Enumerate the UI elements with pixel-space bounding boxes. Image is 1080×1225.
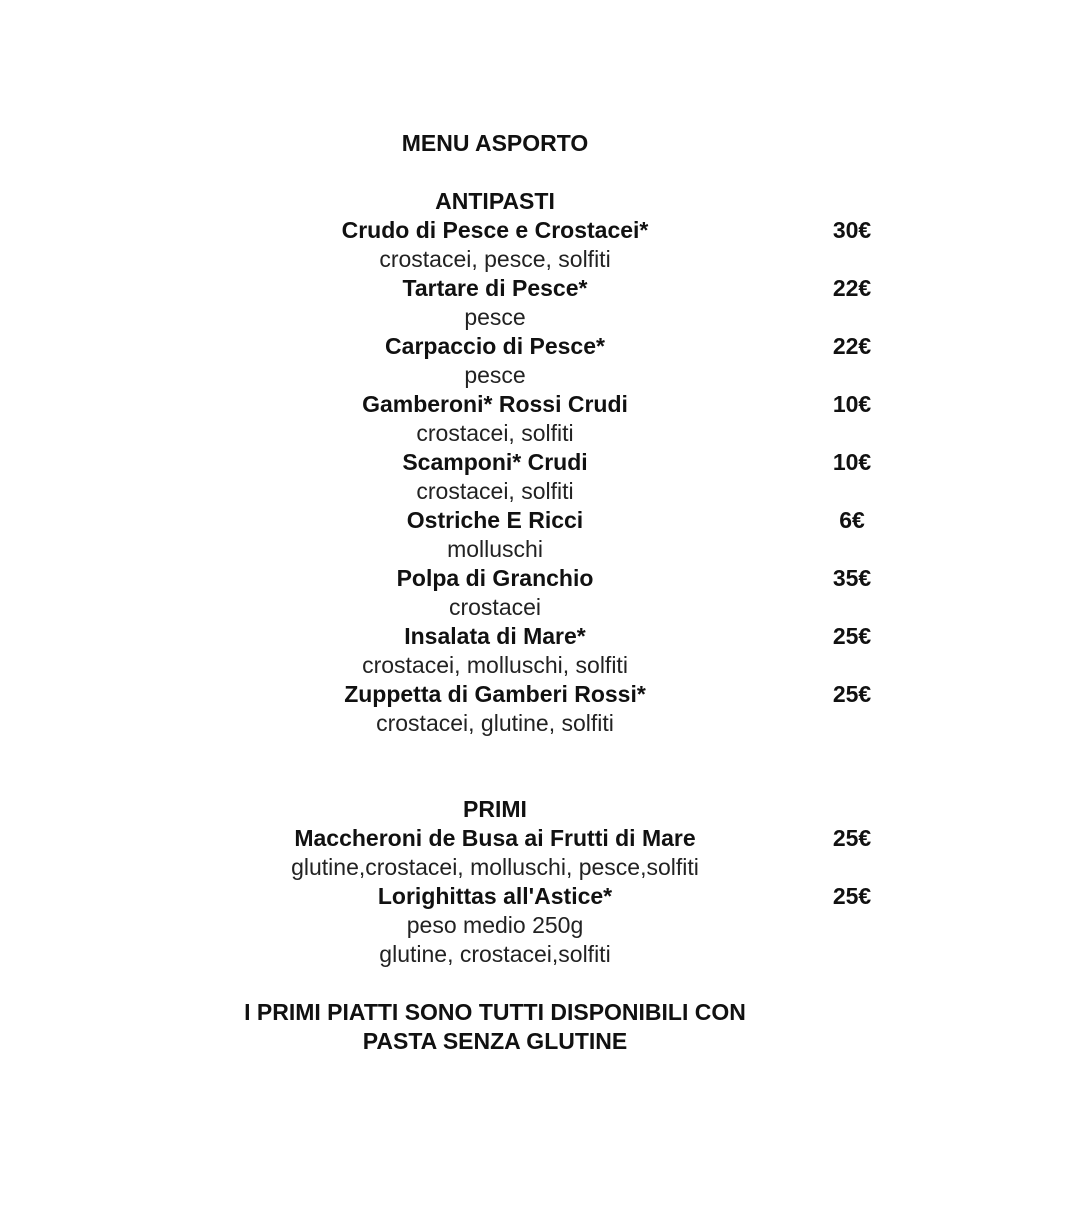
item-name: Zuppetta di Gamberi Rossi* <box>344 681 646 707</box>
section-heading-primi: PRIMI <box>463 796 527 822</box>
item-name: Maccheroni de Busa ai Frutti di Mare <box>294 825 696 851</box>
item-weight: peso medio 250g <box>406 912 584 938</box>
item-price: 35€ <box>832 565 872 591</box>
footer-note-line-1: I PRIMI PIATTI SONO TUTTI DISPONIBILI CON <box>244 999 746 1025</box>
item-allergens: crostacei, glutine, solfiti <box>376 710 614 736</box>
item-allergens: crostacei, pesce, solfiti <box>379 246 611 272</box>
item-allergens: glutine, crostacei,solfiti <box>379 941 611 967</box>
item-price: 25€ <box>832 623 872 649</box>
item-name: Crudo di Pesce e Crostacei* <box>341 217 649 243</box>
item-name: Ostriche E Ricci <box>406 507 584 533</box>
item-name: Polpa di Granchio <box>396 565 594 591</box>
item-price: 6€ <box>839 507 865 533</box>
item-price: 10€ <box>832 391 872 417</box>
item-allergens: molluschi <box>447 536 543 562</box>
item-name: Carpaccio di Pesce* <box>385 333 605 359</box>
item-allergens: crostacei, molluschi, solfiti <box>362 652 628 678</box>
item-allergens: crostacei <box>448 594 542 620</box>
item-name: Lorighittas all'Astice* <box>377 883 613 909</box>
item-price: 25€ <box>832 681 872 707</box>
section-heading-antipasti: ANTIPASTI <box>435 188 555 214</box>
item-name: Scamponi* Crudi <box>402 449 588 475</box>
item-price: 22€ <box>832 275 872 301</box>
item-allergens: crostacei, solfiti <box>416 420 574 446</box>
item-price: 30€ <box>832 217 872 243</box>
item-price: 10€ <box>832 449 872 475</box>
item-price: 25€ <box>832 825 872 851</box>
item-allergens: pesce <box>464 304 526 330</box>
item-name: Gamberoni* Rossi Crudi <box>362 391 628 417</box>
item-name: Insalata di Mare* <box>404 623 586 649</box>
item-price: 22€ <box>832 333 872 359</box>
item-allergens: crostacei, solfiti <box>416 478 574 504</box>
item-allergens: glutine,crostacei, molluschi, pesce,solfiti <box>291 854 699 880</box>
footer-note-line-2: PASTA SENZA GLUTINE <box>362 1028 628 1054</box>
item-price: 25€ <box>832 883 872 909</box>
menu-title: MENU ASPORTO <box>401 130 589 156</box>
item-allergens: pesce <box>464 362 526 388</box>
item-name: Tartare di Pesce* <box>402 275 588 301</box>
